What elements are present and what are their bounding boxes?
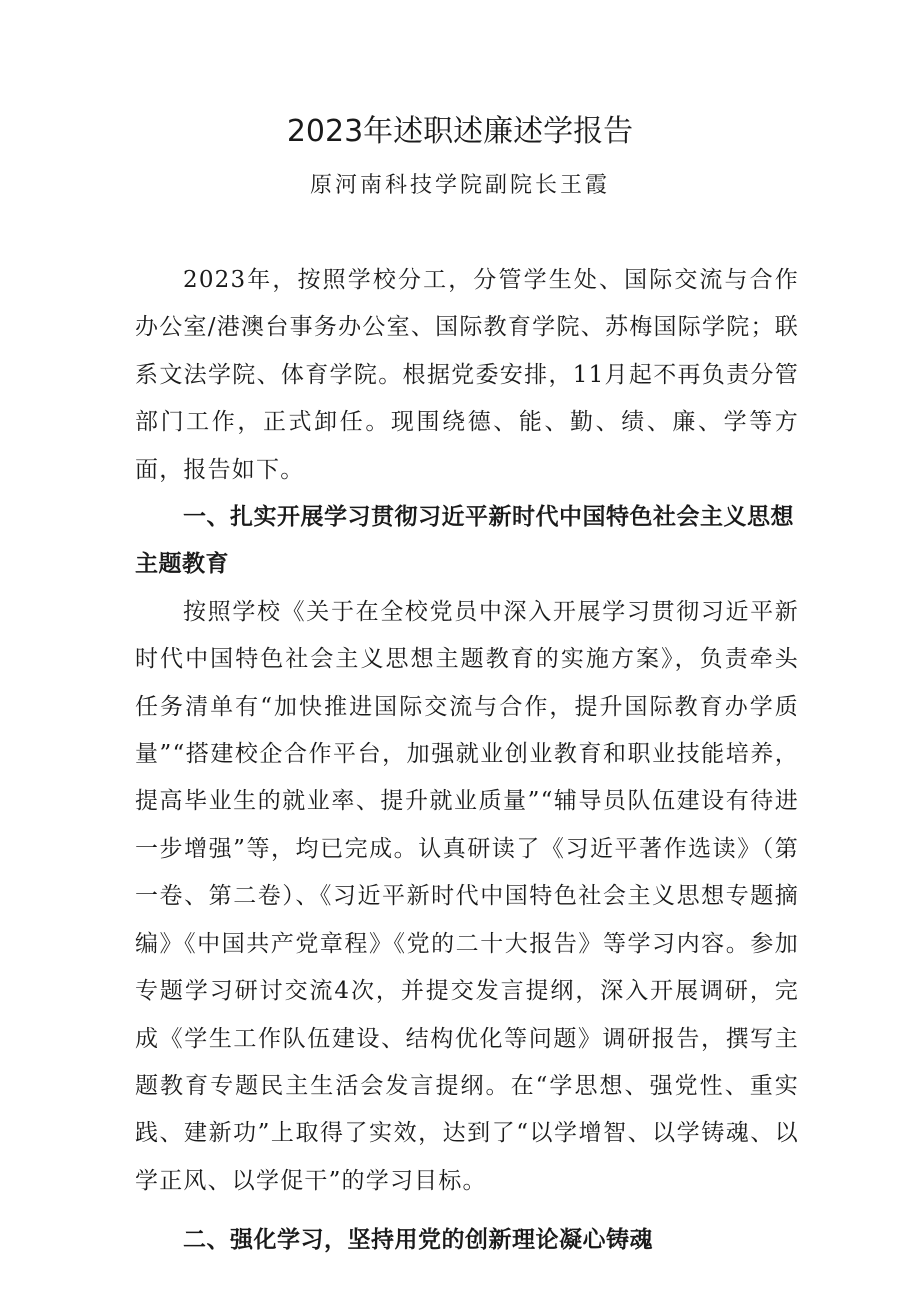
intro-paragraph: 2023年，按照学校分工，分管学生处、国际交流与合作办公室/港澳台事务办公室、国际教育学院、苏梅国际学院；联系文法学院、体育学院。根据党委安排，11月起不再负责分管部门工作，正式卸任。现围绕德、能、勤、绩、廉、学等方面，报告如下。 <box>135 267 799 483</box>
section-2-heading: 二、强化学习，坚持用党的创新理论凝心铸魂 <box>183 1227 653 1254</box>
section-1-paragraph: 按照学校《关于在全校党员中深入开展学习贯彻习近平新时代中国特色社会主义思想主题教育的实施方案》，负责牵头任务清单有“加快推进国际交流与合作，提升国际教育办学质量”“搭建校企合作平台，加强就业创业教育和职业技能培养，提高毕业生的就业率、提升就业质量”“辅导员队伍建设有待进一步增强”等，均已完成。认真研读了《习近平著作选读》（第一卷、第二卷）、《习近平新时代中国特色社会主义思想专题摘编》《中国共产党章程》《党的二十大报告》等学习内容。参加专题学习研讨交流4次，并提交发言提纲，深入开展调研，完成《学生工作队伍建设、结构优化等问题》调研报告，撰写主题教育专题民主生活会发言提纲。在“学思想、强党性、重实践、建新功”上取得了实效，达到了“以学增智、以学铸魂、以学正风、以学促干”的学习目标。 <box>135 598 799 1194</box>
author-line: 原河南科技学院副院长王霞 <box>309 173 610 198</box>
section-1-heading: 一、扎实开展学习贯彻习近平新时代中国特色社会主义思想主题教育 <box>135 504 794 578</box>
document-body <box>135 257 799 1265</box>
document-title: 2023年述职述廉述学报告 <box>286 114 634 149</box>
